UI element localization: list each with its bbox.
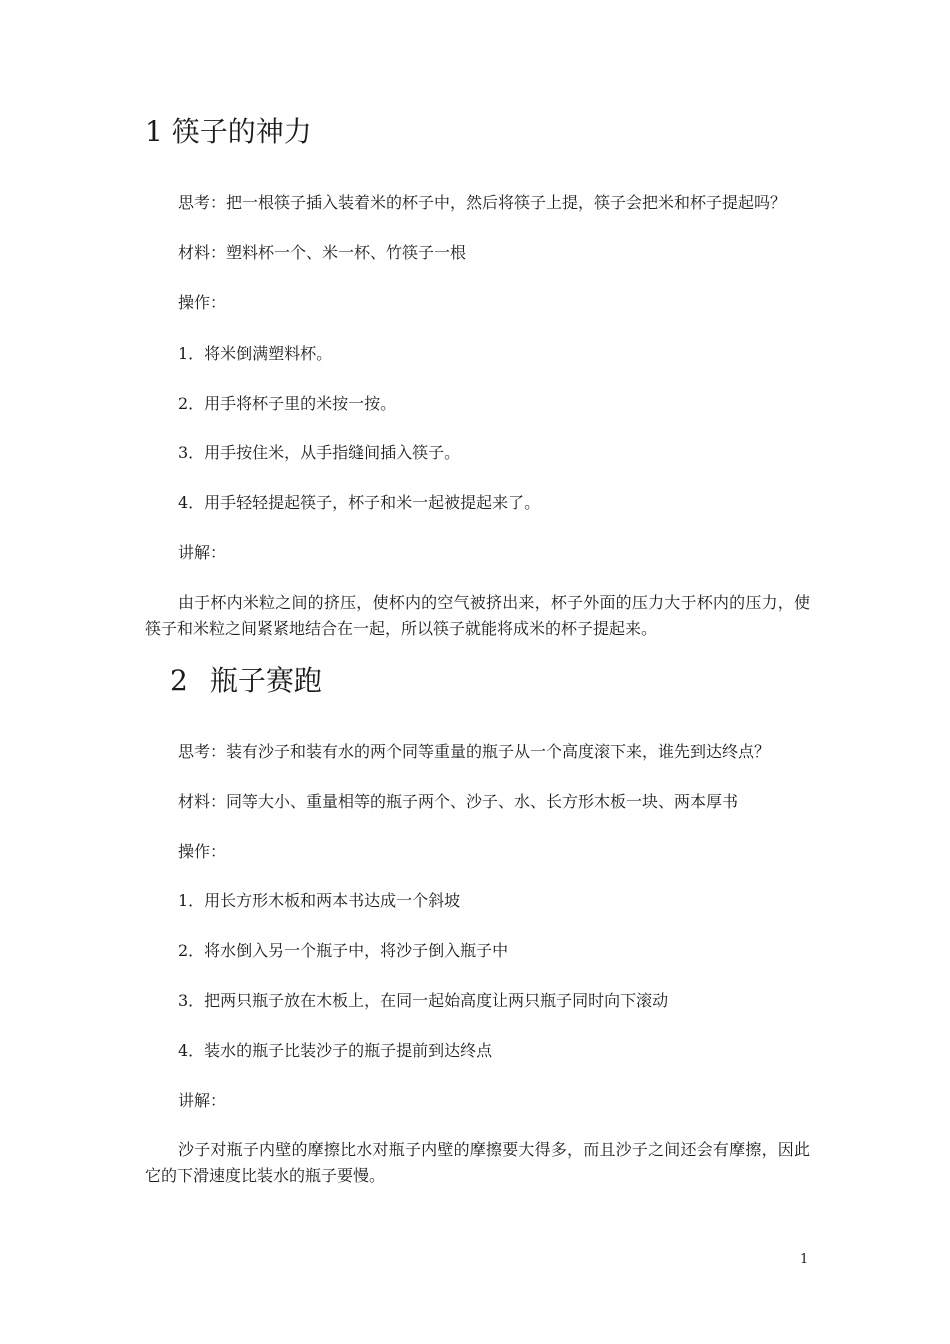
section-1-heading: 1 筷子的神力 [145,115,312,148]
section-2-explanation: 沙子对瓶子内壁的摩擦比水对瓶子内壁的摩擦要大得多，而且沙子之间还会有摩擦，因此它的下滑速度比装水的瓶子要慢。 [145,1140,810,1185]
section-1-explanation: 由于杯内米粒之间的挤压，使杯内的空气被挤出来，杯子外面的压力大于杯内的压力，使筷子和米粒之间紧紧地结合在一起，所以筷子就能将成米的杯子提起来。 [145,593,810,638]
section-2-heading-number: 2 [170,664,188,697]
section-1-explain-label: 讲解： [178,543,227,562]
section-2-materials: 材料：同等大小、重量相等的瓶子两个、沙子、水、长方形木板一块、两本厚书 [178,792,739,811]
section-2-explain-label: 讲解： [178,1091,227,1110]
section-1-step: 3．用手按住米，从手指缝间插入筷子。 [178,443,461,462]
section-1-materials: 材料：塑料杯一个、米一杯、竹筷子一根 [178,243,467,262]
page-number: 1 [800,1252,809,1267]
section-2-heading [170,664,322,698]
section-2-step: 4．装水的瓶子比装沙子的瓶子提前到达终点 [178,1041,493,1060]
section-1-step: 1．将米倒满塑料杯。 [178,344,333,363]
section-2-step: 3．把两只瓶子放在木板上，在同一起始高度让两只瓶子同时向下滚动 [178,991,669,1010]
section-1-step: 2．用手将杯子里的米按一按。 [178,394,397,413]
section-2-heading-text: 瓶子赛跑 [209,664,322,697]
section-2-step: 2．将水倒入另一个瓶子中，将沙子倒入瓶子中 [178,941,509,960]
section-2-operation-label: 操作： [178,842,227,861]
section-1-operation-label: 操作： [178,293,227,312]
section-1-think: 思考：把一根筷子插入装着米的杯子中，然后将筷子上提，筷子会把米和杯子提起吗？ [178,193,787,212]
section-2-step: 1．用长方形木板和两本书达成一个斜坡 [178,891,461,910]
section-1-step: 4．用手轻轻提起筷子，杯子和米一起被提起来了。 [178,493,541,512]
section-2-think: 思考：装有沙子和装有水的两个同等重量的瓶子从一个高度滚下来，谁先到达终点？ [178,742,771,761]
